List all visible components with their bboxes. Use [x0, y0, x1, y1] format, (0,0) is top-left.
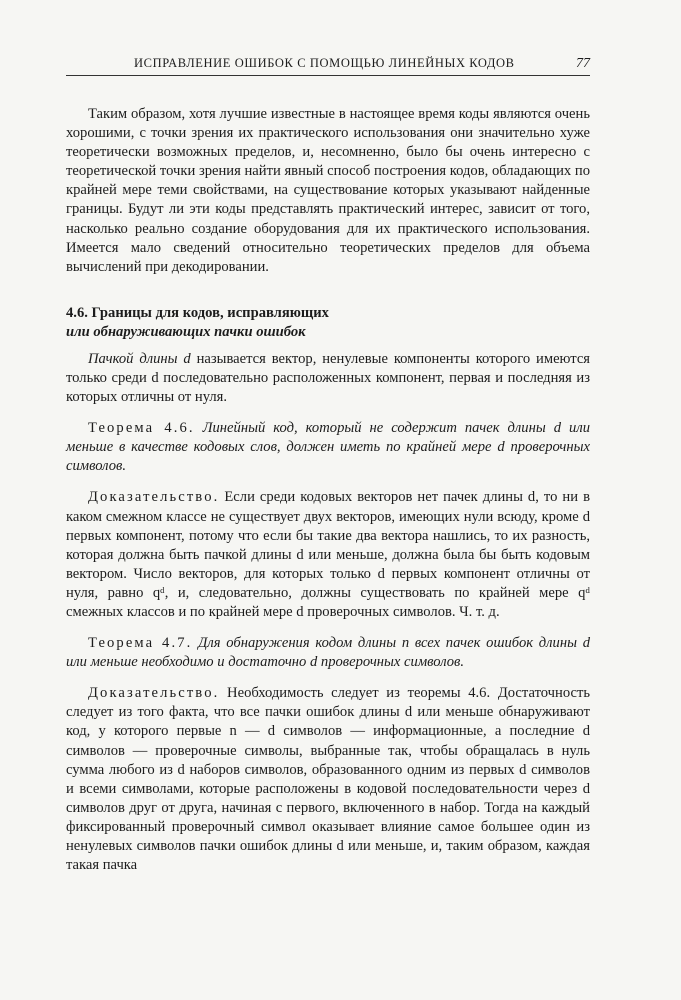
- running-header: [66, 56, 590, 76]
- theorem-4-7: [66, 634, 590, 672]
- theorem-4-6: [66, 419, 590, 476]
- theorem-4-7-label: Теорема 4.7.: [88, 635, 193, 652]
- theorem-4-6-label: Теорема 4.6.: [88, 420, 195, 437]
- proof-4-7-label: Доказательство.: [88, 685, 220, 702]
- proof-4-6: [66, 488, 590, 622]
- section-heading-line2: или обнаруживающих пачки ошибок: [66, 323, 306, 340]
- definition-text: называется вектор, ненулевые компоненты которого имеются только среди d последовательно расположенных компонент, первая и последняя из которых отличны от нуля.: [66, 350, 591, 406]
- paragraph-intro: Таким образом, хотя лучшие известные в настоящее время коды являются очень хорошими, с точки зрения их практического использования они значительно хуже теоретически возможных пределов, и, несомненно, было бы очень интересно с теоретической точки зрения найти явный способ построения кодов, обладающих по крайней мере теми свойствами, на существование которых указывают найденные границы. Будут ли эти коды представлять практический интерес, зависит от того, насколько реально создание оборудования для их практического использования. Имеется мало сведений относительно теоретических пределов для объема вычислений при декодировании.: [66, 106, 590, 275]
- proof-4-7: [66, 684, 590, 875]
- definition-term: Пачкой длины d: [88, 350, 191, 367]
- theorem-4-6-text: Линейный код, который не содержит пачек длины d или меньше в качестве кодовых слов, должен иметь по крайней мере d проверочных символов.: [66, 420, 590, 475]
- proof-4-7-text: Необходимость следует из теоремы 4.6. Достаточность следует из того факта, что все пачки ошибок длины d или меньше обнаруживают код, у которого первые n — d символов — информационные, а последние d символов — проверочные символы, выбранные так, чтобы обращалась в нуль сумма любого из d наборов символов, образованного одним из первых d символов и всеми символами, которые расположены в кодовой последовательности через d символов друг от друга, начиная с первого, включенного в набор. Тогда на каждый фиксированный проверочный символ оказывает влияние самое большее один из ненулевых символов пачки ошибок длины d или меньше, и, таким образом, каждая такая пачка: [66, 685, 590, 874]
- proof-4-6-text: Если среди кодовых векторов нет пачек длины d, то ни в каком смежном классе не существует двух векторов, имеющих нули всюду, кроме d первых компонент, потому что если бы такие два вектора нашлись, то их разность, которая должна быть пачкой длины d или меньше, должна была бы быть кодовым вектором. Число векторов, для которых только d первых компонент отличны от нуля, равно qᵈ, и, следовательно, должны существовать по крайней мере qᵈ смежных классов и по крайней мере d проверочных символов. Ч. т. д.: [66, 489, 590, 620]
- theorem-4-7-text: Для обнаружения кодом длины n всех пачек ошибок длины d или меньше необходимо и достаточно d проверочных символов.: [66, 635, 590, 671]
- page-number: 77: [576, 56, 590, 71]
- section-heading: [66, 304, 590, 342]
- section-heading-line1: 4.6. Границы для кодов, исправляющих: [66, 304, 329, 321]
- proof-4-6-label: Доказательство.: [88, 489, 220, 506]
- page: [66, 56, 590, 875]
- running-title: ИСПРАВЛЕНИЕ ОШИБОК С ПОМОЩЬЮ ЛИНЕЙНЫХ КОДОВ: [134, 56, 515, 70]
- burst-definition: [66, 350, 590, 407]
